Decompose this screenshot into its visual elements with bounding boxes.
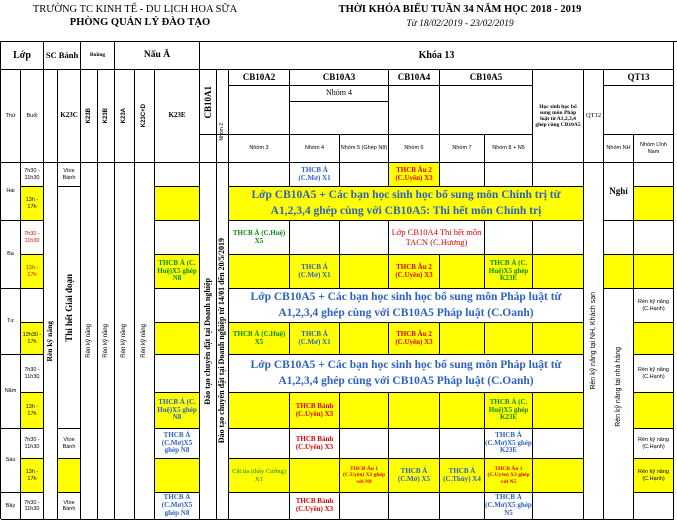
bay-nhom8: THCB Á (C.Mơ)X5 ghép N5 xyxy=(485,493,533,520)
sau-nhom5: THCB Âu 1 (C.Uyên) X3 ghép với N8 xyxy=(340,459,389,493)
col-thu: Thứ xyxy=(1,70,21,163)
col-nhom2: Nhóm 2 xyxy=(218,123,225,141)
col-buong: Buồng xyxy=(81,42,115,70)
tu-nhom4: THCB Á (C.Mơ) X1 xyxy=(290,323,340,355)
vtoe-banh-sau: Vtoe Bánh xyxy=(58,429,81,459)
col-nhom-nh: Nhóm NH xyxy=(604,135,634,163)
ren-ky-nang-k23cd: Rèn kỹ năng xyxy=(141,324,148,358)
sau-nhom8: THCB Á (C.Mơ)X5 ghép K23E xyxy=(485,429,533,459)
vtoe-banh-bay: Vtoe Bánh xyxy=(58,493,81,520)
col-lop: Lớp xyxy=(1,42,44,70)
col-k23cd: K23C+D xyxy=(141,104,148,128)
date-range: Từ 18/02/2019 - 23/02/2019 xyxy=(406,19,514,29)
time-tu-afternoon: 12h30 - 17h xyxy=(21,323,44,355)
col-nhom4: Nhóm 4 xyxy=(290,135,340,163)
sau-nhom7: THCB Á (C.Thủy) X4 xyxy=(440,459,485,493)
page-title: THỜI KHÓA BIỂU TUẦN 34 NĂM HỌC 2018 - 2019 xyxy=(338,4,582,15)
col-nhom6: Nhóm 6 xyxy=(389,135,440,163)
nam-nhom4: THCB Bánh (C.Uyên) X3 xyxy=(290,393,340,429)
col-qt13: QT13 xyxy=(604,70,674,86)
col-k23a: K23A xyxy=(121,108,128,124)
ren-ky-nang-k23a: Rèn kỹ năng xyxy=(121,324,128,358)
nam-nhom8: THCB Á (C. Huệ)X5 ghép K23E xyxy=(485,393,533,429)
day-ba: Ba xyxy=(1,221,21,289)
day-bay: Bảy xyxy=(1,493,21,520)
time-nam-afternoon: 13h - 17h xyxy=(21,393,44,429)
dao-tao-nhom2: Đào tạo chuyên đặt tại Doanh nghiệp từ 14/01 đến 20/5/2019 xyxy=(217,238,227,444)
ren-ky-nang-k23c1: Rèn kỹ năng xyxy=(45,320,55,362)
merge-hai-afternoon: Lớp CB10A5 + Các bạn học sinh học bổ sung môn Chính trị từ A1,2,3,4 ghép cùng với CB10A5: Thi hết môn Chính trị xyxy=(229,187,584,221)
col-cb10a2: CB10A2 xyxy=(229,70,290,86)
col-nau-a: Nấu Ă xyxy=(115,42,200,70)
ba-nhom8: THCB Á (C. Huệ)X5 ghép K23E xyxy=(485,255,533,289)
time-ba-morning: 7h30 - 11h30 xyxy=(21,221,44,255)
ba-cb10a4-thi: Lớp CB10A4 Thi hết môn TACN (C.Hương) xyxy=(389,221,485,255)
k23e-nam-afternoon: THCB Á (C. Huệ)X5 ghép N8 xyxy=(155,393,200,429)
day-sau: Sáu xyxy=(1,429,21,493)
time-sau-morning: 7h30 - 11h30 xyxy=(21,429,44,459)
tu-nhom6: THCB Âu 2 (C.Uyên) X3 xyxy=(389,323,440,355)
hai-nhom4: THCB Á (C.Mơ) X1 xyxy=(290,163,340,187)
qt12-ren-ky-nang: Rèn kỹ năng tại NH, Khách sạn xyxy=(589,292,597,390)
col-qt12: QT12 xyxy=(584,70,604,163)
time-bay-morning: 7h30 - 11h30 xyxy=(21,493,44,520)
col-nhom3: Nhóm 3 xyxy=(229,135,290,163)
col-cb10a5: CB10A5 xyxy=(440,70,533,86)
time-tu-morning xyxy=(21,289,44,323)
merge-tu-morning: Lớp CB10A5 + Các bạn học sinh học bổ sung môn Pháp luật từ A1,2,3,4 ghép cùng với CB10A5 Pháp luật (C.Oanh) xyxy=(229,289,584,323)
col-sc-banh: SC Bánh xyxy=(44,42,81,70)
k23e-bay-morning: THCB Á (C.Mơ)X5 ghép N8 xyxy=(155,493,200,520)
timetable-grid xyxy=(0,41,677,519)
col-nhom7: Nhóm 7 xyxy=(440,135,485,163)
k23e-sau-morning: THCB Á (C.Mơ)X5 ghép N8 xyxy=(155,429,200,459)
col-cb10a3: CB10A3 xyxy=(290,70,389,86)
merge-nam-morning: Lớp CB10A5 + Các bạn học sinh học bổ sung môn Pháp luật từ A1,2,3,4 ghép cùng với CB10A5 Pháp luật (C.Oanh) xyxy=(229,355,584,393)
ba-nhom6: THCB Âu 2 (C.Uyên) X3 xyxy=(389,255,440,289)
bay-nhom4: THCB Bánh (C.Uyên) X3 xyxy=(290,493,340,520)
nhom-nh-ren-ky-nang: Rèn kỹ năng tại nhà hàng xyxy=(614,347,622,427)
k23e-ba-afternoon: THCB Á (C. Huệ)X5 ghép N8 xyxy=(155,255,200,289)
sau-nhom6: THCB Á (C.Mơ) X5 xyxy=(389,459,440,493)
school-name: TRƯỜNG TC KINH TẾ - DU LỊCH HOA SỮA xyxy=(32,4,238,15)
time-sau-afternoon: 13h - 17h xyxy=(21,459,44,493)
linh-nam-sau: Rèn kỹ năng (C.Hạnh) xyxy=(634,429,674,459)
col-nhom4-group: Nhóm 4 xyxy=(290,86,389,102)
col-nhom8: Nhóm 8 + N5 xyxy=(485,135,533,163)
vtoe-banh-hai: Vtoe Bánh xyxy=(58,163,81,187)
time-hai-afternoon: 13h - 17h xyxy=(21,187,44,221)
ba-nhom4: THCB Á (C.Mơ) X1 xyxy=(290,255,340,289)
sau-nhom4: THCB Bánh (C.Uyên) X3 xyxy=(290,429,340,459)
department-name: PHÒNG QUẢN LÝ ĐÀO TẠO xyxy=(69,17,211,28)
day-nam: Năm xyxy=(1,355,21,429)
time-hai-morning: 7h30 - 11h30 xyxy=(21,163,44,187)
thi-het-giai-doan: Thi hết Giai đoạn xyxy=(63,273,74,342)
title-area xyxy=(0,0,677,41)
nghi-cell: Nghỉ xyxy=(604,163,634,221)
col-k23e: K23E xyxy=(155,70,200,163)
ba-nhom3: THCB Á (C.Huệ) X5 xyxy=(229,221,290,255)
col-k23c: K23C xyxy=(58,70,81,163)
tu-nhom3: THCB Á (C.Huệ) X5 xyxy=(229,323,290,355)
hai-nhom6: THCB Âu 2 (C.Uyên) X3 xyxy=(389,163,440,187)
ren-ky-nang-k23b-a: Rèn kỹ năng xyxy=(85,324,92,358)
dao-tao-cb10a1: Đào tạo chuyên đặt tại Doanh nghiệp xyxy=(202,277,212,405)
col-hoc-sinh-bo-sung: Học sinh học bổ sung môn Pháp luật từ A1,2,3,4 ghép cùng CB10A5 xyxy=(533,70,584,163)
day-tu: Tư xyxy=(1,289,21,355)
col-nhom5: Nhóm 5 (Ghép N8) xyxy=(340,135,389,163)
sau-nhom8-afternoon: THCB Âu 1 (C.Uyên) X3 ghép với N5 xyxy=(485,459,533,493)
col-khoa13: Khóa 13 xyxy=(200,42,674,70)
col-k23b-b: K23B xyxy=(102,108,109,124)
col-nhom-linh-nam: Nhóm Lĩnh Nam xyxy=(634,135,674,163)
time-nam-morning: 7h30 - 11h30 xyxy=(21,355,44,393)
linh-nam-sau-pm: Rèn kỹ năng (C.Hạnh) xyxy=(634,459,674,493)
col-cb10a4: CB10A4 xyxy=(389,70,440,86)
col-k23b-a: K23B xyxy=(85,108,92,124)
col-cb10a1: CB10A1 xyxy=(202,85,213,119)
ren-ky-nang-k23b-b: Rèn kỹ năng xyxy=(102,324,109,358)
time-ba-afternoon: 13h - 17h xyxy=(21,255,44,289)
col-buoi: Buổi xyxy=(21,70,44,163)
linh-nam-nam: Rèn kỹ năng (C.Hạnh) xyxy=(634,355,674,393)
linh-nam-tu: Rèn kỹ năng (C.Hạnh) xyxy=(634,289,674,323)
sau-nhom3: Cắt tỉa (thầy Cường) X1 xyxy=(229,459,290,493)
day-hai: Hai xyxy=(1,163,21,221)
